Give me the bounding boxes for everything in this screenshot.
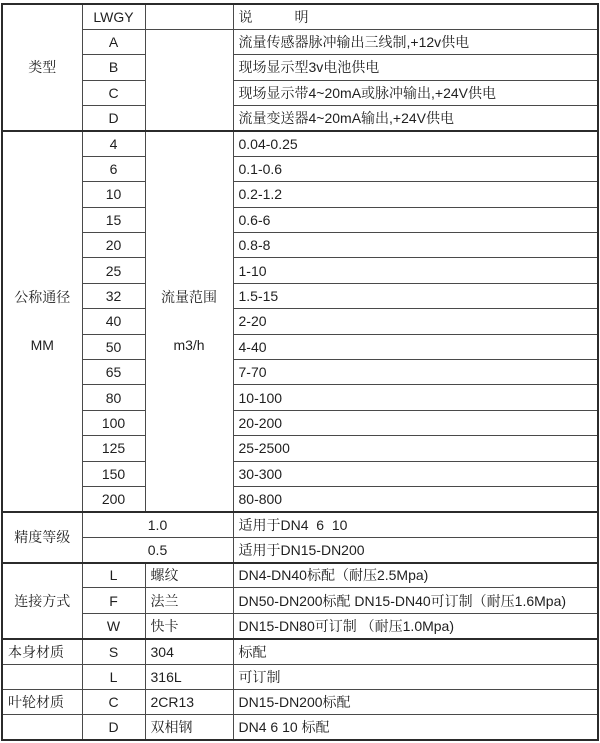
- cell-connection-code: F: [82, 588, 145, 613]
- table-row-dn40: [2, 309, 598, 334]
- cell-flow-range: 0.04-0.25: [233, 131, 598, 156]
- section-label-connection: 连接方式: [2, 563, 82, 639]
- table-row-dn200: [2, 486, 598, 511]
- cell-material-name: 304: [145, 639, 233, 664]
- header-row: [2, 4, 598, 29]
- type-empty-cell: [145, 29, 233, 131]
- cell-dn: 125: [82, 436, 145, 461]
- cell-dn: 50: [82, 334, 145, 359]
- cell-type-code: C: [82, 80, 145, 105]
- cell-dn: 80: [82, 385, 145, 410]
- cell-flow-range: 7-70: [233, 359, 598, 384]
- cell-connection-code: L: [82, 563, 145, 588]
- table-row-connection-l: [2, 563, 598, 588]
- cell-type-desc: 现场显示型3v电池供电: [233, 55, 598, 80]
- cell-material-desc: 标配: [233, 639, 598, 664]
- cell-connection-desc: DN50-DN200标配 DN15-DN40可订制（耐压1.6Mpa): [233, 588, 598, 613]
- diameter-label-line2: MM: [30, 337, 54, 354]
- table-row-dn100: [2, 410, 598, 435]
- cell-dn: 100: [82, 410, 145, 435]
- cell-connection-name: 螺纹: [145, 563, 233, 588]
- cell-material-desc: DN4 6 10 标配: [233, 715, 598, 740]
- cell-material-desc: 可订制: [233, 664, 598, 689]
- cell-flow-range: 80-800: [233, 486, 598, 511]
- cell-dn: 15: [82, 207, 145, 232]
- cell-material-name: 316L: [145, 664, 233, 689]
- cell-type-code: B: [82, 55, 145, 80]
- cell-type-code: D: [82, 106, 145, 131]
- table-row-accuracy-2: [2, 537, 598, 562]
- table-row-dn125: [2, 436, 598, 461]
- cell-accuracy-value: 1.0: [82, 512, 233, 537]
- body-material-empty-cell: [2, 664, 82, 689]
- table-row-body-material-s: [2, 639, 598, 664]
- table-row-dn6: [2, 156, 598, 181]
- cell-flow-range: 0.8-8: [233, 233, 598, 258]
- cell-dn: 4: [82, 131, 145, 156]
- diameter-label-line1: 公称通径: [14, 289, 71, 306]
- cell-type-code: A: [82, 29, 145, 54]
- cell-material-name: 双相钢: [145, 715, 233, 740]
- table-row-impeller-material-c: [2, 690, 598, 715]
- cell-dn: 65: [82, 359, 145, 384]
- impeller-material-empty-cell: [2, 715, 82, 740]
- table-row-impeller-material-d: [2, 715, 598, 740]
- section-label-body-material: 本身材质: [2, 639, 82, 664]
- table-row-type-d: [2, 106, 598, 131]
- table-row-dn80: [2, 385, 598, 410]
- section-label-impeller-material: 叶轮材质: [2, 690, 82, 715]
- cell-type-desc: 流量变送器4~20mA输出,+24V供电: [233, 106, 598, 131]
- table-row-dn20: [2, 233, 598, 258]
- section-label-diameter: [2, 131, 82, 512]
- flowmeter-spec-table: [1, 3, 599, 741]
- cell-flow-range: 30-300: [233, 461, 598, 486]
- table-row-dn15: [2, 207, 598, 232]
- cell-type-desc: 现场显示带4~20mA或脉冲输出,+24V供电: [233, 80, 598, 105]
- table-row-body-material-l: [2, 664, 598, 689]
- header-brand-code: LWGY: [82, 4, 145, 29]
- cell-flow-range: 20-200: [233, 410, 598, 435]
- cell-dn: 20: [82, 233, 145, 258]
- cell-type-desc: 流量传感器脉冲输出三线制,+12v供电: [233, 29, 598, 54]
- cell-flow-range: 2-20: [233, 309, 598, 334]
- header-empty-cell: [145, 4, 233, 29]
- table-row-type-b: [2, 55, 598, 80]
- table-row-dn32: [2, 283, 598, 308]
- table-row-dn65: [2, 359, 598, 384]
- cell-material-code: C: [82, 690, 145, 715]
- table-row-accuracy-1: [2, 512, 598, 537]
- cell-material-code: S: [82, 639, 145, 664]
- cell-dn: 25: [82, 258, 145, 283]
- flow-range-label: [145, 131, 233, 512]
- cell-dn: 200: [82, 486, 145, 511]
- cell-flow-range: 0.1-0.6: [233, 156, 598, 181]
- section-label-accuracy: 精度等级: [2, 512, 82, 563]
- cell-connection-name: 快卡: [145, 613, 233, 638]
- table-row-dn150: [2, 461, 598, 486]
- cell-flow-range: 0.2-1.2: [233, 182, 598, 207]
- cell-connection-desc: DN15-DN80可订制 （耐压1.0Mpa): [233, 613, 598, 638]
- cell-dn: 32: [82, 283, 145, 308]
- cell-connection-code: W: [82, 613, 145, 638]
- flow-range-label-line2: m3/h: [173, 337, 205, 354]
- cell-connection-name: 法兰: [145, 588, 233, 613]
- cell-material-desc: DN15-DN200标配: [233, 690, 598, 715]
- flow-range-label-line1: 流量范围: [161, 289, 217, 306]
- spec-sheet: [1, 3, 599, 741]
- cell-flow-range: 25-2500: [233, 436, 598, 461]
- table-row-dn4: [2, 131, 598, 156]
- table-row-connection-w: [2, 613, 598, 638]
- cell-material-code: D: [82, 715, 145, 740]
- table-row-type-c: [2, 80, 598, 105]
- cell-dn: 150: [82, 461, 145, 486]
- table-row-dn50: [2, 334, 598, 359]
- table-row-type-a: [2, 29, 598, 54]
- cell-flow-range: 10-100: [233, 385, 598, 410]
- cell-flow-range: 1.5-15: [233, 283, 598, 308]
- cell-accuracy-desc: 适用于DN15-DN200: [233, 537, 598, 562]
- table-row-dn10: [2, 182, 598, 207]
- cell-connection-desc: DN4-DN40标配（耐压2.5Mpa): [233, 563, 598, 588]
- section-label-type: 类型: [2, 4, 82, 131]
- cell-dn: 10: [82, 182, 145, 207]
- cell-material-code: L: [82, 664, 145, 689]
- cell-flow-range: 1-10: [233, 258, 598, 283]
- cell-material-name: 2CR13: [145, 690, 233, 715]
- cell-flow-range: 4-40: [233, 334, 598, 359]
- header-description-title: 说 明: [233, 4, 598, 29]
- table-row-connection-f: [2, 588, 598, 613]
- cell-flow-range: 0.6-6: [233, 207, 598, 232]
- table-row-dn25: [2, 258, 598, 283]
- cell-dn: 40: [82, 309, 145, 334]
- cell-accuracy-desc: 适用于DN4 6 10: [233, 512, 598, 537]
- cell-dn: 6: [82, 156, 145, 181]
- cell-accuracy-value: 0.5: [82, 537, 233, 562]
